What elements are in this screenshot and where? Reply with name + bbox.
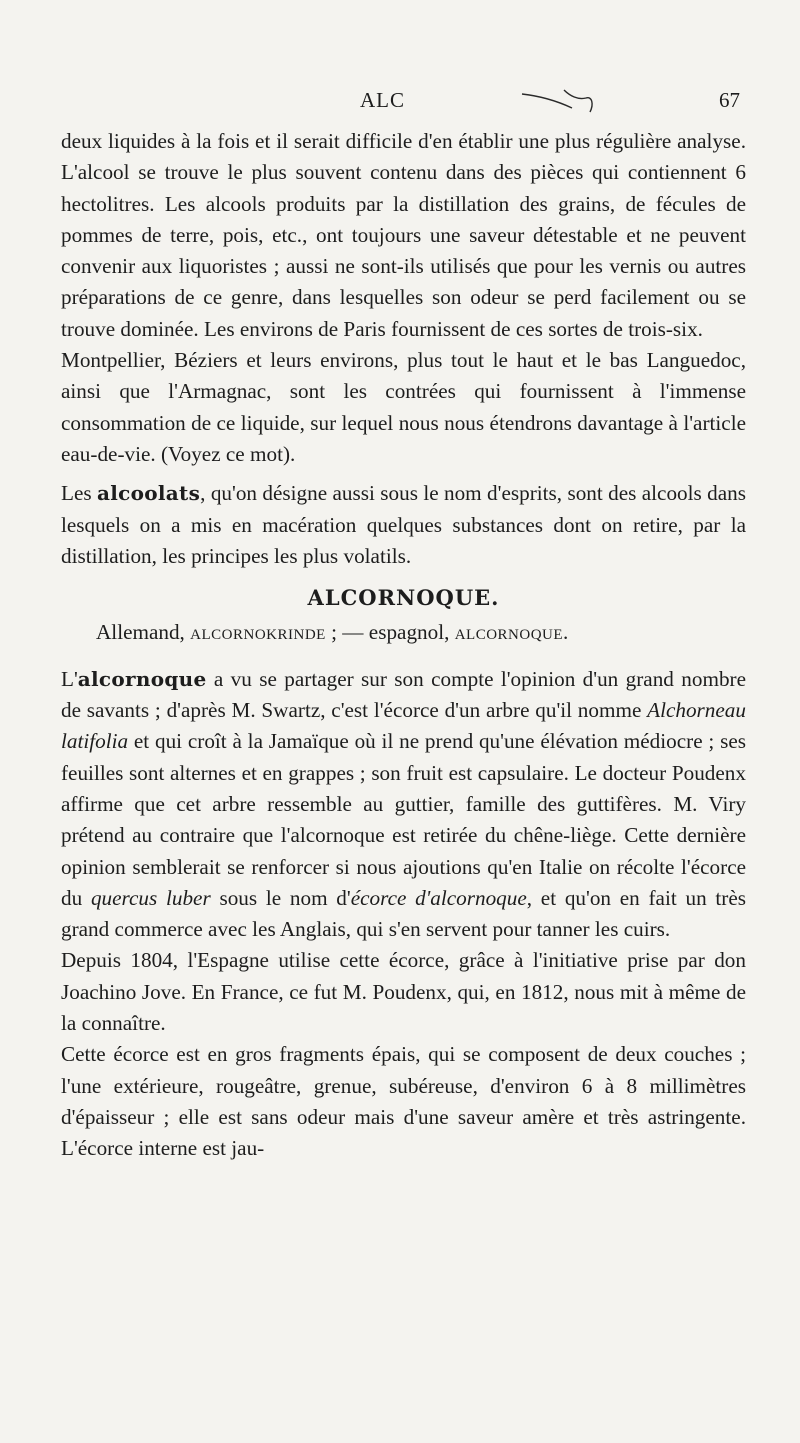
text-run: , qu'on désigne aussi sous le nom d'esprits, sont des alcools dans lesquels on a mis en macération quelques substances dont on retire, par la distillation, les principes les plus volatils.: [61, 481, 746, 568]
entry-heading: ALCORNOQUE.: [307, 585, 500, 611]
text-run: L': [61, 666, 78, 691]
entry-translations: [61, 617, 746, 651]
text-run: , et qu'on en fait un très grand commerce avec les Anglais, qui s'en servent pour tanner les cuirs.: [61, 885, 746, 942]
page-body: [61, 126, 746, 1165]
paragraph: deux liquides à la fois et il serait difficile d'en établir une plus régulière analyse. L'alcool se trouve le plus souvent contenu dans des pièces qui contiennent 6 hectolitres. Les alcools produits par la distillation des grains, de fécules de pommes de terre, pois, etc., ont toujours une saveur détestable et ne peuvent convenir aux liquoristes ; aussi ne sont-ils utilisés que pour les vernis ou autres préparations de ce genre, dans lesquelles son odeur se perd facilement ou se trouve dominée. Les environs de Paris fournissent de ces sortes de trois-six.: [61, 129, 746, 341]
text-run: Les: [61, 481, 97, 506]
running-head-word: ALC: [360, 88, 405, 112]
paragraph: Montpellier, Béziers et leurs environs, plus tout le haut et le bas Languedoc, ainsi que l'Armagnac, sont les contrées qui fournissent à l'immense consommation de ce liquide, sur lequel nous nous étendrons davantage à l'article eau-de-vie. (Voyez ce mot).: [61, 348, 746, 466]
paragraph: [61, 664, 746, 946]
text-run: sous le nom d': [210, 885, 351, 910]
text-run: ; — espagnol,: [325, 620, 455, 645]
text-run: Allemand,: [96, 620, 191, 645]
text-run: .: [563, 620, 569, 645]
term-alcornoque: alcornoque: [77, 666, 207, 691]
paragraph: Depuis 1804, l'Espagne utilise cette écorce, grâce à l'initiative prise par don Joachino Jove. En France, ce fut M. Poudenx, qui, en 1812, nous mit à même de la connaître.: [61, 948, 746, 1036]
text-run: et qui croît à la Jamaïque où il ne prend qu'une élévation médiocre ; ses feuilles sont alternes et en grappes ; son fruit est capsulaire. Le docteur Poudenx affirme que cet arbre ressemble au guttier, famille des guttifères. M. Viry prétend au contraire que l'alcornoque est retirée du chêne-liège. Cette dernière opinion semblerait se renforcer si nous ajoutions qu'en Italie on récolte l'écorce du: [61, 729, 746, 910]
spanish-name: ALCORNOQUE: [454, 627, 564, 644]
term-alcoolats: alcoolats: [96, 481, 201, 506]
latin-name: quercus luber: [90, 885, 211, 910]
page-number: 67: [719, 88, 740, 112]
pencil-mark-icon: [520, 86, 600, 116]
running-head: [60, 88, 748, 118]
latin-name: Alchorneau latifolia: [61, 698, 746, 754]
german-name: ALCORNOKRINDE: [190, 627, 326, 644]
paragraph: Cette écorce est en gros fragments épais, qui se composent de deux couches ; l'une extérieure, rougeâtre, grenue, subéreuse, d'environ 6 à 8 millimètres d'épaisseur ; elle est sans odeur mais d'une saveur amère et très astringente. L'écorce interne est jau-: [61, 1042, 746, 1161]
text-run: a vu se partager sur son compte l'opinion d'un grand nombre de savants ; d'après M. Swartz, c'est l'écorce d'un arbre qu'il nomme: [61, 666, 746, 723]
paragraph: [61, 478, 746, 572]
italic-term: écorce d'alcornoque: [350, 885, 527, 910]
